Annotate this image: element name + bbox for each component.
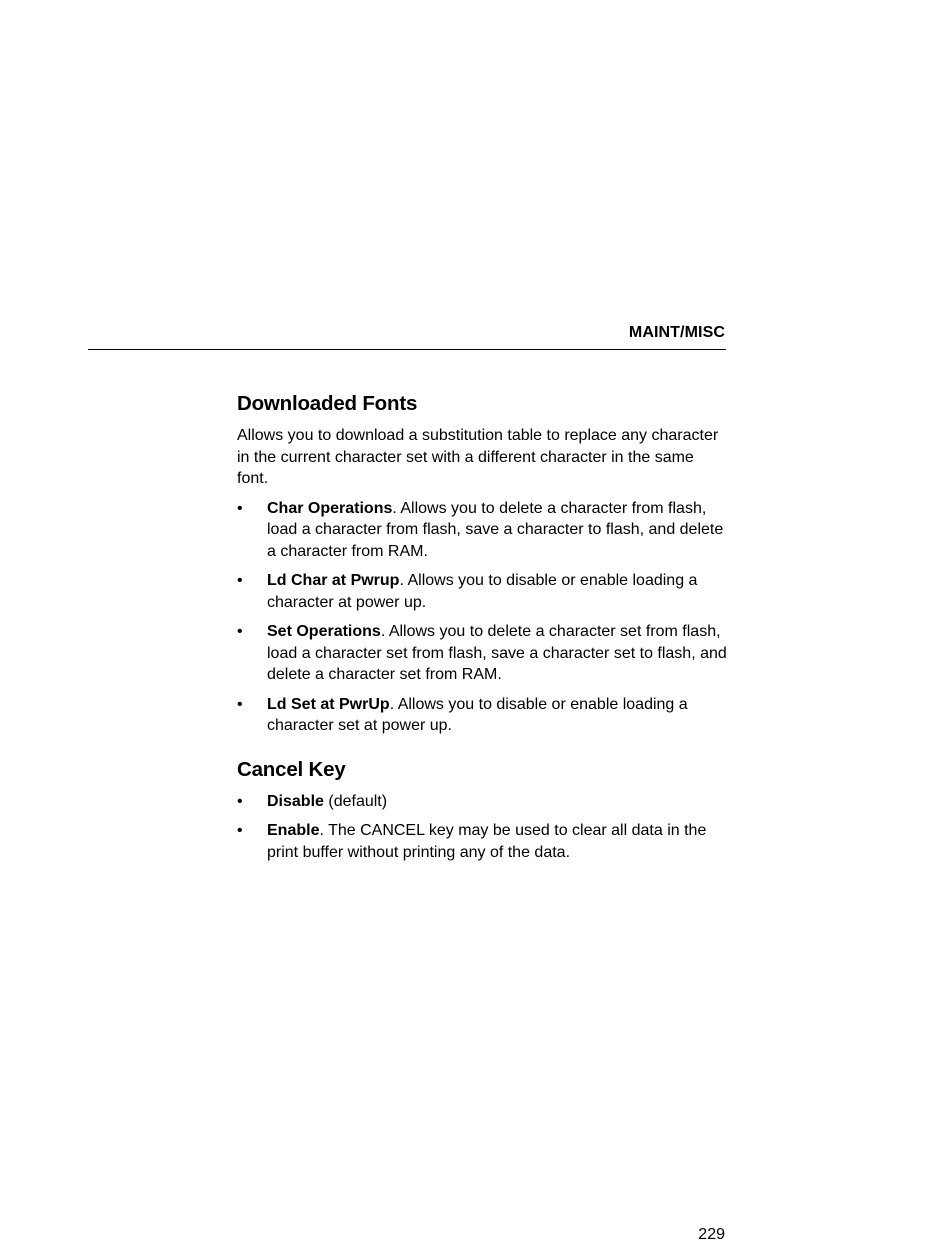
page-number: 229 [698, 1226, 725, 1243]
list-item-term: Char Operations [267, 499, 393, 517]
section-title-downloaded-fonts: Downloaded Fonts [237, 392, 418, 415]
list-item-text: . Allows you to disable or enable loading a character at power up. [267, 572, 698, 611]
list-item-text: . Allows you to delete a character from flash, load a character from flash, save a character to flash, and delete a character from RAM. [267, 499, 724, 560]
page-content [237, 391, 727, 871]
bullet-icon: • [237, 572, 243, 589]
list-item-term: Enable [267, 822, 320, 839]
cancel-key-list [237, 791, 727, 864]
bullet-icon: • [237, 792, 243, 810]
list-item-term: Ld Char at Pwrup [267, 572, 400, 589]
header-rule [88, 349, 726, 350]
section-title-cancel-key: Cancel Key [237, 757, 346, 781]
running-header: MAINT/MISC [628, 324, 725, 341]
list-item [237, 570, 727, 613]
list-item-term: Ld Set at PwrUp [267, 695, 390, 713]
section-intro-downloaded-fonts: Allows you to download a substitution table to replace any character in the current character set with a different character in the same font. [237, 427, 719, 487]
bullet-icon: • [237, 623, 243, 640]
list-item [237, 621, 727, 686]
bullet-icon: • [237, 822, 243, 839]
list-item-term: Disable [267, 792, 324, 810]
list-item [237, 498, 727, 563]
list-item-text: . Allows you to disable or enable loading a character set at power up. [267, 695, 688, 734]
list-item-text: (default) [323, 792, 388, 810]
bullet-icon: • [237, 499, 243, 517]
list-item-term: Set Operations [267, 623, 381, 640]
list-item [237, 820, 727, 863]
downloaded-fonts-list [237, 498, 727, 737]
list-item [237, 694, 727, 737]
bullet-icon: • [237, 695, 243, 713]
list-item [237, 791, 727, 813]
list-item-text: . Allows you to delete a character set from flash, load a character set from flash, save a character set to flash, and delete a character set from RAM. [267, 623, 727, 683]
list-item-text: . The CANCEL key may be used to clear all data in the print buffer without printing any of the data. [267, 822, 707, 861]
